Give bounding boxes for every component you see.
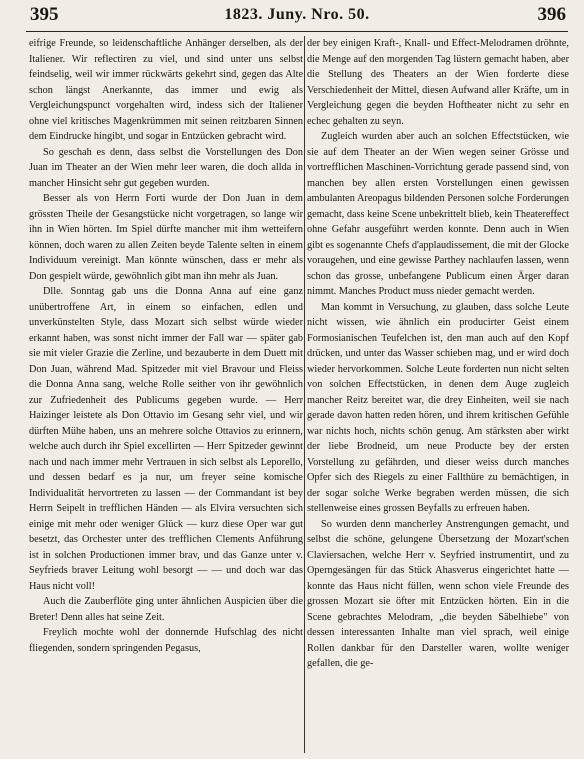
page-number-left: 395 — [30, 4, 59, 25]
paragraph: Man kommt in Versuchung, zu glauben, dass solche Leute nicht wissen, wie ähnlich ein producirter Geist einem Formosianischen Teufelchen ist, den man auch auf den Kopf drücken, und unter das Wasser schieben mag, und er wird doch wieder hervorkommen. Solche Leute forderten nun nicht selten von solchen Effectstücken, in denen dem Auge zugleich mancher Reitz bereitet war, die drey Einheiten, weil sie nach gerade davon hatten reden hören, und ihrem kritischen Gefühle war nichts hoch, nichts schön genug. Am stärksten aber wirkt der liebe Brodneid, um neue Producte bey der ersten Vorstellung zu gefährden, und dieser weiss durch manches Opfer sich des Riegels zu einer Fallthüre zu bemächtigen, in der sogar solche Werke begraben werden müssen, die sich stellenweise eines grossen Beyfalls zu erfreuen haben. — [307, 301, 569, 514]
page-header — [22, 4, 572, 32]
paragraph: So wurden denn mancherley Anstrengungen gemacht, und selbst die schöne, gelungene Übersetzung der Mozart'schen Claviersachen, welche Herr v. Seyfried instrumentirt, und zu Operngesängen für das Stück Ahasverus eingerichtet hatte — konnte das Haus nicht füllen, wenn schon viele Freunde des grossen Mozart sie öfter mit Entzücken hörten. Ein in die Scene gebrachtes Melodram, „die beyden Säbelhiebe" von dessen interessanten Inhalte man viel sprach, weil einige Rollen dankbar für den Darsteller waren, wollte weniger gefallen, die ge- — [307, 518, 569, 669]
header-rule — [26, 31, 568, 32]
page-number-right: 396 — [537, 4, 566, 25]
paragraph: So geschah es denn, dass selbst die Vorstellungen des Don Juan im Theater an der Wien mehr leer waren, die doch allda in mancher Hinsicht sehr gut gegeben wurden. — [29, 146, 303, 189]
running-head: 1823. Juny. Nro. 50. — [224, 6, 370, 23]
paragraph: Zugleich wurden aber auch an solchen Effectstücken, wie sie auf dem Theater an der Wien wegen seiner Grösse und vortrefflichen Maschinen-Vorrichtung gerade passend sind, von manchen bey allen ersten Vorstellungen einen gewissen ambulanten Areopagus bildenden Personen solche Forderungen gemacht, dass keine Scene unbekrittelt blieb, kein Theatereffect ohne Gefahr ausgeführt werden konnte. Denn auch in Wien gibt es sogenannte Chefs d'applaudissement, die mit der Glocke voraugehen, und eine gewisse Parthey nachlaufen lassen, wenn schon das grosse, unbefangene Publicum einen Ärger daran nimmt. Manches Product muss nieder gemacht werden. — [307, 131, 569, 297]
right-column — [307, 36, 569, 757]
paragraph: Freylich mochte wohl der donnernde Hufschlag des nicht fliegenden, sondern springenden Pegasus, — [29, 627, 303, 654]
paragraph: eifrige Freunde, so leidenschaftliche Anhänger derselben, als der Italiener. Wir reflectiren zu viel, und sind unter uns selbst feindselig, weil wir immer rückwärts gekehrt sind, gegen das Alte schon längst Anerkannte, das immer und ewig als Vergleichungspunct vorgehalten wird, indess sich der Italiener ohne viel kritisches Magenkrümmen mit seinen reitzbaren Sinnen dem Eindrucke hingibt, und sogar in Entzücken gebracht wird. — [29, 38, 303, 142]
paragraph: Dlle. Sonntag gab uns die Donna Anna auf eine ganz unübertroffene Art, in einem so einfachen, edlen und unverkünstelten Style, dass Mozart sich selbst würde wieder erkannt haben, was sonst nicht immer der Fall war — später gab sie mit vieler Grazie die Zerline, und bezauberte in dem Duett mit Don Juan, während Mad. Spitzeder mit viel Bravour und Fleiss die Donna Anna sang, welche Rolle seither von ihr gewöhnlich zur Zufriedenheit des Publicums gegeben wurde. — Herr Haizinger leistete als Don Ottavio im Gesang sehr viel, und wir dürften Mühe haben, uns an mehrere solche Ottavios zu erinnern, welche auch durch ihr Spiel excellirten — Herr Spitzeder gewinnt nach und nach immer mehr Vertrauen in sich selbst als Leporello, und dessen bedarf es ja nur, um freyer seine komische Individualität hervortreten zu lassen — der Commandant ist bey Herrn Seipelt in trefflichen Händen — als Elvira versuchten sich einige mit mehr oder weniger Glück — kurz diese Oper war gut besetzt, das Orchester unter des trefflichen Clements Anführung ist in solchen Productionen immer brav, und das Ganze unter v. Seyfrieds braver Leitung wohl besorgt — — und doch war das Haus nicht voll! — [29, 286, 303, 592]
column-divider — [304, 36, 305, 753]
paragraph: Besser als von Herrn Forti wurde der Don Juan in dem grössten Theile der Gesangstücke nicht vorgetragen, so lange wir ihn in Wien hörten. Im Spiel dürfte mancher mit ihm wetteifern können, doch waren zu allen Zeiten beyde Talente selten in einem Individuum vereinigt. Man könnte wünschen, dass er mehr als Don gespielt würde, gewöhnlich gibt man ihn mehr als Juan. — [29, 193, 303, 282]
paragraph: der bey einigen Kraft-, Knall- und Effect-Melodramen dröhnte, die Menge auf den morgenden Tag lüstern gemacht haben, aber die Stellung des Theaters an der Wien forderte diese Verschiedenheit der Mittel, diesen Aufwand aller Kräfte, um in Vergleichung gegen die beyden Hoftheater nicht zu sehr en echec gehalten zu seyn. — [307, 38, 569, 127]
left-column — [29, 36, 303, 757]
paragraph: Auch die Zauberflöte ging unter ähnlichen Auspicien über die Breter! Denn alles hat seine Zeit. — [29, 596, 303, 623]
